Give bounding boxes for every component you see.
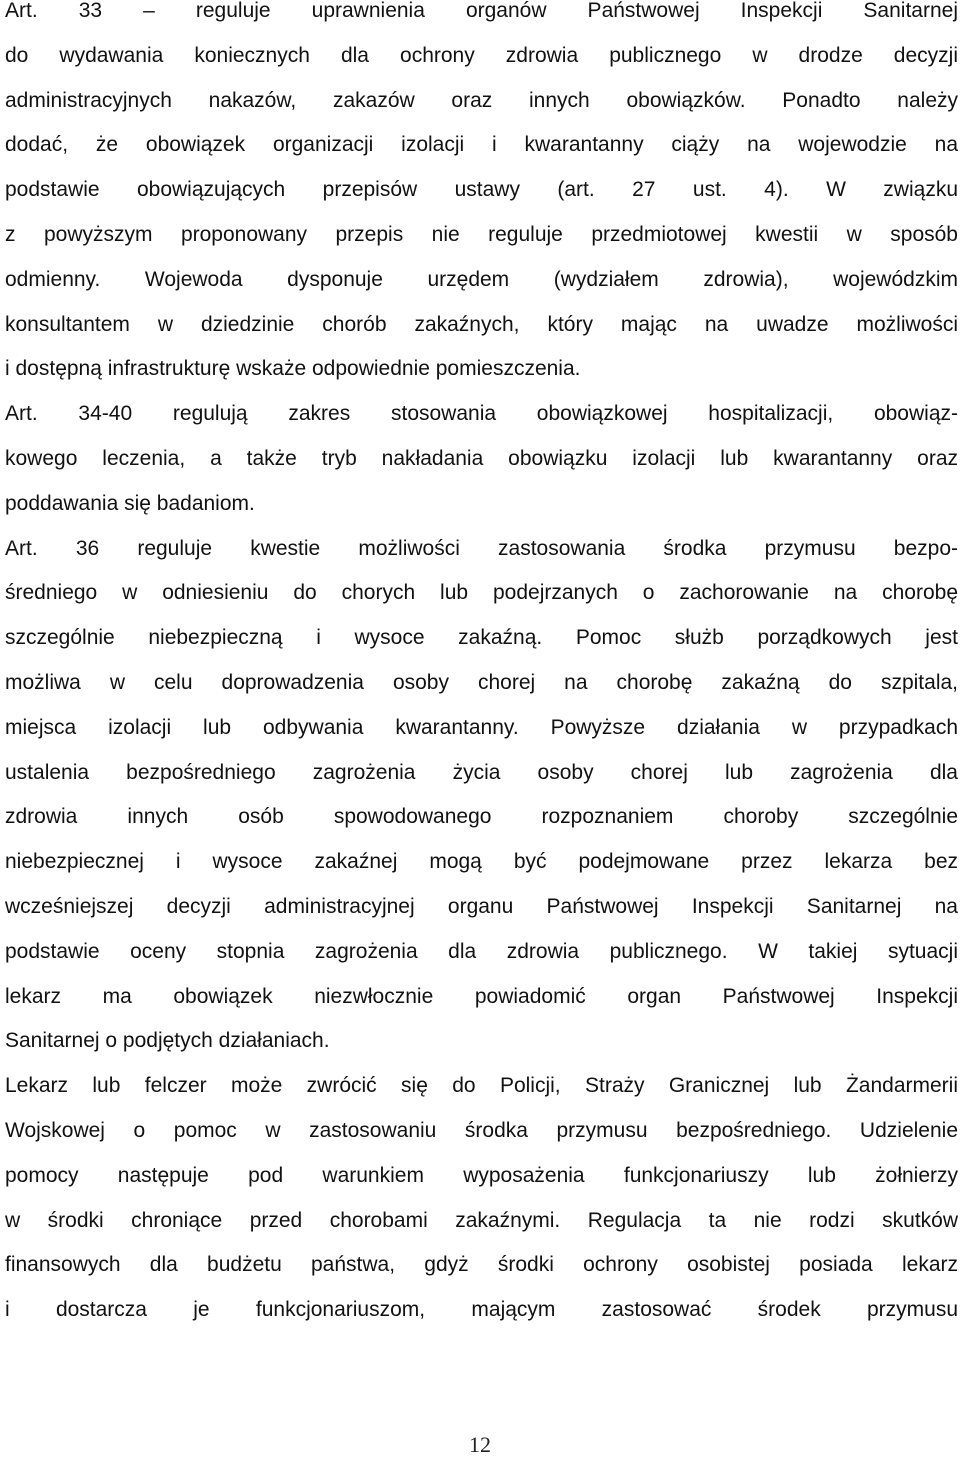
text-line: odmienny. Wojewoda dysponuje urzędem (wydziałem zdrowia), wojewódzkim <box>5 267 958 291</box>
text-line: i dostępną infrastrukturę wskaże odpowiednie pomieszczenia. <box>5 357 581 381</box>
text-line: Art. 36 reguluje kwestie możliwości zastosowania środka przymusu bezpo- <box>5 536 958 560</box>
text-line: podstawie oceny stopnia zagrożenia dla zdrowia publicznego. W takiej sytuacji <box>5 939 958 963</box>
text-line: średniego w odniesieniu do chorych lub podejrzanych o zachorowanie na chorobę <box>5 581 958 605</box>
text-line: miejsca izolacji lub odbywania kwarantanny. Powyższe działania w przypadkach <box>5 715 958 739</box>
text-line: do wydawania koniecznych dla ochrony zdrowia publicznego w drodze decyzji <box>5 43 958 67</box>
text-line: ustalenia bezpośredniego zagrożenia życia osoby chorej lub zagrożenia dla <box>5 760 958 784</box>
text-line: z powyższym proponowany przepis nie reguluje przedmiotowej kwestii w sposób <box>5 222 958 246</box>
text-line: dodać, że obowiązek organizacji izolacji i kwarantanny ciąży na wojewodzie na <box>5 133 958 157</box>
text-line: zdrowia innych osób spowodowanego rozpoznaniem choroby szczególnie <box>5 805 958 829</box>
text-line: wcześniejszej decyzji administracyjnej organu Państwowej Inspekcji Sanitarnej na <box>5 894 958 918</box>
paragraph-lekarz-felczer <box>5 1064 958 1333</box>
text-line: i dostarcza je funkcjonariuszom, mającym zastosować środek przymusu <box>5 1298 958 1322</box>
document-body <box>5 0 958 1333</box>
text-line: poddawania się badaniom. <box>5 491 255 515</box>
text-line: Wojskowej o pomoc w zastosowaniu środka przymusu bezpośredniego. Udzielenie <box>5 1118 958 1142</box>
text-line: niebezpiecznej i wysoce zakaźnej mogą być podejmowane przez lekarza bez <box>5 850 958 874</box>
paragraph-art-36 <box>5 527 958 1065</box>
text-line: szczególnie niebezpieczną i wysoce zakaźną. Pomoc służb porządkowych jest <box>5 626 958 650</box>
text-line: Sanitarnej o podjętych działaniach. <box>5 1029 330 1053</box>
text-line: pomocy następuje pod warunkiem wyposażenia funkcjonariuszy lub żołnierzy <box>5 1163 958 1187</box>
text-line: konsultantem w dziedzinie chorób zakaźnych, który mając na uwadze możliwości <box>5 312 958 336</box>
paragraph-art-34-40 <box>5 392 958 526</box>
text-line: lekarz ma obowiązek niezwłocznie powiadomić organ Państwowej Inspekcji <box>5 984 958 1008</box>
text-line: w środki chroniące przed chorobami zakaźnymi. Regulacja ta nie rodzi skutków <box>5 1208 958 1232</box>
page-number: 12 <box>469 1432 491 1457</box>
text-line: kowego leczenia, a także tryb nakładania obowiązku izolacji lub kwarantanny oraz <box>5 446 958 470</box>
text-line: podstawie obowiązujących przepisów ustawy (art. 27 ust. 4). W związku <box>5 178 958 202</box>
text-line: Lekarz lub felczer może zwrócić się do Policji, Straży Granicznej lub Żandarmerii <box>5 1074 958 1098</box>
text-line: administracyjnych nakazów, zakazów oraz innych obowiązków. Ponadto należy <box>5 88 958 112</box>
text-line: Art. 33 – reguluje uprawnienia organów Państwowej Inspekcji Sanitarnej <box>5 0 958 22</box>
text-line: możliwa w celu doprowadzenia osoby chorej na chorobę zakaźną do szpitala, <box>5 670 958 694</box>
text-line: Art. 34-40 regulują zakres stosowania obowiązkowej hospitalizacji, obowiąz- <box>5 402 958 426</box>
paragraph-art-33 <box>5 0 958 392</box>
text-line: finansowych dla budżetu państwa, gdyż środki ochrony osobistej posiada lekarz <box>5 1253 958 1277</box>
